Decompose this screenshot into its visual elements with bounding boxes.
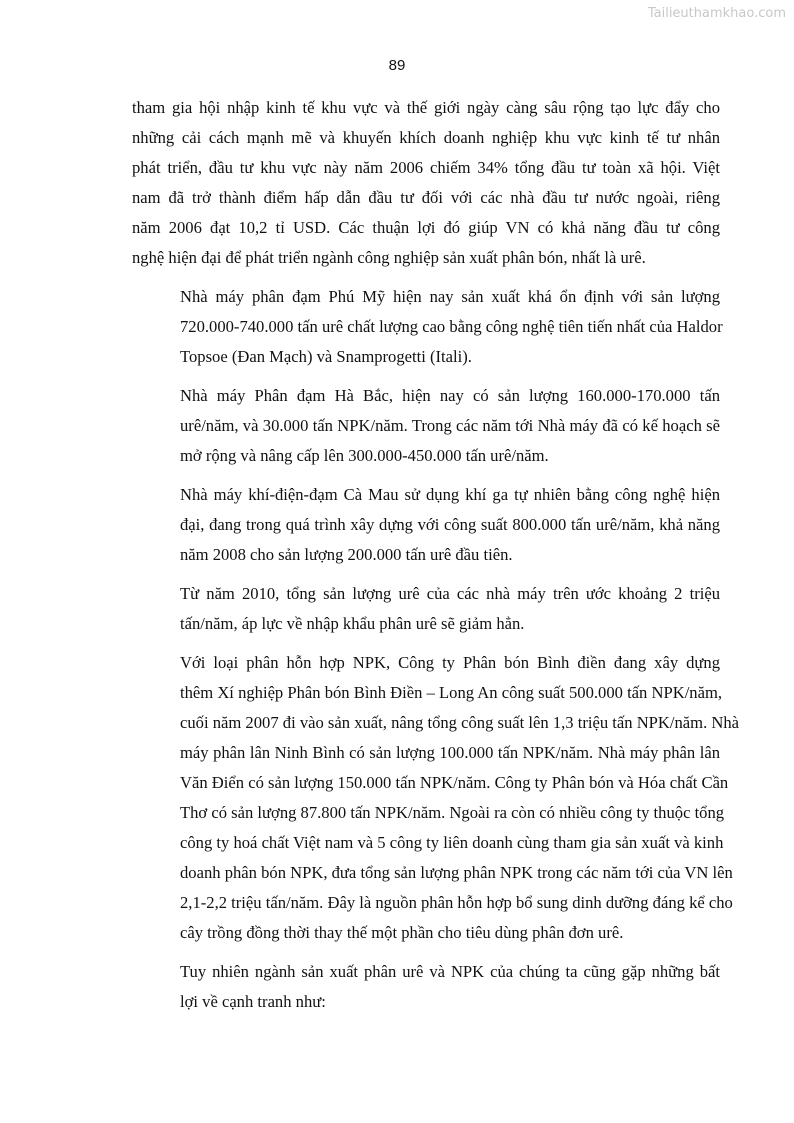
- paragraph: [132, 648, 740, 948]
- paragraph: [132, 957, 720, 1017]
- text-line: Nhà máy phân đạm Phú Mỹ hiện nay sản xuất khá ổn định với sản lượng: [180, 287, 720, 306]
- text-line: thêm Xí nghiệp Phân bón Bình Điền – Long An công suất 500.000 tấn NPK/năm,: [180, 683, 723, 702]
- text-line: Thơ có sản lượng 87.800 tấn NPK/năm. Ngoài ra còn có nhiều công ty thuộc tổng: [180, 803, 725, 822]
- paragraph: [132, 93, 720, 273]
- text-line: Nhà máy khí-điện-đạm Cà Mau sử dụng khí ga tự nhiên bằng công nghệ hiện: [180, 485, 720, 504]
- paragraph: [132, 480, 720, 570]
- paragraph: [132, 282, 723, 372]
- paragraph: [132, 579, 720, 639]
- page-number: 89: [388, 57, 406, 74]
- paragraph: [132, 381, 720, 471]
- text-line: urê/năm, và 30.000 tấn NPK/năm. Trong các năm tới Nhà máy đã có kế hoạch sẽ: [180, 416, 720, 435]
- text-line: công ty hoá chất Việt nam và 5 công ty liên doanh cùng tham gia sản xuất và kinh: [180, 833, 724, 852]
- text-line: đại, đang trong quá trình xây dựng với công suất 800.000 tấn urê/năm, khả năng: [180, 515, 720, 534]
- text-line: nam đã trở thành điểm hấp dẫn đầu tư đối với các nhà đầu tư nước ngoài, riêng: [132, 188, 720, 207]
- text-line: cuối năm 2007 đi vào sản xuất, nâng tổng công suất lên 1,3 triệu tấn NPK/năm. Nhà: [180, 713, 740, 732]
- text-line: nghệ hiện đại để phát triển ngành công nghiệp sản xuất phân bón, nhất là urê.: [132, 248, 646, 267]
- text-line: mở rộng và nâng cấp lên 300.000-450.000 tấn urê/năm.: [180, 446, 549, 465]
- text-line: năm 2006 đạt 10,2 tỉ USD. Các thuận lợi đó giúp VN có khả năng đầu tư công: [132, 218, 720, 237]
- text-line: tấn/năm, áp lực về nhập khẩu phân urê sẽ giảm hẳn.: [180, 614, 525, 633]
- text-line: Nhà máy Phân đạm Hà Bắc, hiện nay có sản lượng 160.000-170.000 tấn: [180, 386, 720, 405]
- text-line: phát triển, đầu tư khu vực này năm 2006 chiếm 34% tổng đầu tư toàn xã hội. Việt: [132, 158, 720, 177]
- text-line: 720.000-740.000 tấn urê chất lượng cao bằng công nghệ tiên tiến nhất của Haldor: [180, 317, 723, 336]
- text-line: những cải cách mạnh mẽ và khuyến khích doanh nghiệp khu vực kinh tế tư nhân: [132, 128, 720, 147]
- watermark: Tailieuthamkhao.com: [647, 6, 786, 21]
- text-line: cây trồng đồng thời thay thế một phần cho tiêu dùng phân đơn urê.: [180, 923, 624, 942]
- text-line: máy phân lân Ninh Bình có sản lượng 100.000 tấn NPK/năm. Nhà máy phân lân: [180, 743, 720, 762]
- text-line: Từ năm 2010, tổng sản lượng urê của các nhà máy trên ước khoảng 2 triệu: [180, 584, 720, 603]
- text-line: Văn Điển có sản lượng 150.000 tấn NPK/năm. Công ty Phân bón và Hóa chất Cần: [180, 773, 729, 792]
- text-line: Topsoe (Đan Mạch) và Snamprogetti (Itali).: [180, 347, 472, 366]
- document-body: [132, 93, 740, 1026]
- text-line: Với loại phân hỗn hợp NPK, Công ty Phân bón Bình điền đang xây dựng: [180, 653, 720, 672]
- text-line: tham gia hội nhập kinh tế khu vực và thế giới ngày càng sâu rộng tạo lực đẩy cho: [132, 98, 720, 117]
- text-line: năm 2008 cho sản lượng 200.000 tấn urê đầu tiên.: [180, 545, 513, 564]
- text-line: 2,1-2,2 triệu tấn/năm. Đây là nguồn phân hỗn hợp bổ sung dinh dưỡng đáng kể cho: [180, 893, 733, 912]
- text-line: lợi về cạnh tranh như:: [180, 992, 326, 1011]
- text-line: doanh phân bón NPK, đưa tổng sản lượng phân NPK trong các năm tới của VN lên: [180, 863, 733, 882]
- text-line: Tuy nhiên ngành sản xuất phân urê và NPK của chúng ta cũng gặp những bất: [180, 962, 720, 981]
